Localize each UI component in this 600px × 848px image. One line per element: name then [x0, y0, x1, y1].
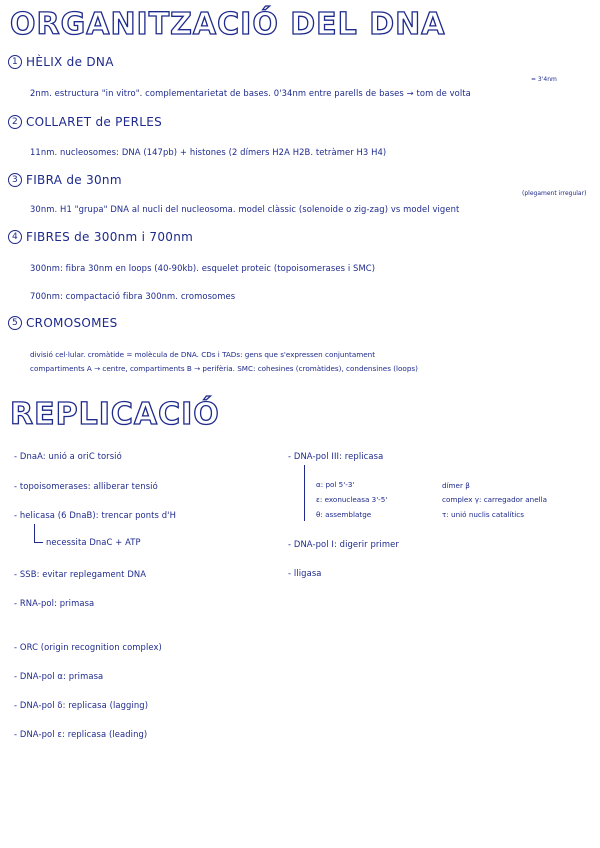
subunit-note: dímer β	[442, 481, 470, 490]
section-5-line-1: divisió cel·lular. cromàtide = molècula de DNA. CDs i TADs: gens que s'expressen conjuntament	[30, 350, 376, 359]
list-item: - DnaA: unió a oriC torsió	[14, 451, 122, 461]
list-item-text: SSB: evitar replegament DNA	[19, 569, 147, 579]
section-heading-text: CROMOSOMES	[26, 316, 118, 330]
list-item-text: DNA-pol ε: replicasa (leading)	[19, 729, 148, 739]
section-number: 1	[8, 55, 22, 69]
section-4-heading	[8, 230, 193, 244]
sub-arrow	[34, 524, 43, 543]
list-item-text: topoisomerases: alliberar tensió	[19, 481, 158, 491]
list-item: - helicasa (6 DnaB): trencar ponts d'H	[14, 510, 176, 520]
section-3-heading	[8, 173, 122, 187]
section-heading-text: HÈLIX de DNA	[26, 55, 114, 69]
section-3-note: (plegament irregular)	[522, 190, 587, 197]
subunit-item: ε: exonucleasa 3'-5'	[316, 495, 388, 504]
section-1-line: 2nm. estructura "in vitro". complementarietat de bases. 0'34nm entre parells de bases → tom de volta	[30, 88, 471, 98]
subunit-note: complex γ: carregador anella	[442, 495, 548, 504]
list-item-text: ORC (origin recognition complex)	[19, 642, 162, 652]
list-item-text: DnaA: unió a oriC torsió	[19, 451, 122, 461]
list-item: - DNA-pol δ: replicasa (lagging)	[14, 700, 149, 710]
list-item: - ORC (origin recognition complex)	[14, 642, 162, 652]
section-number: 3	[8, 173, 22, 187]
section-heading-text: FIBRA de 30nm	[26, 173, 122, 187]
helicase-sub-note: necessita DnaC + ATP	[46, 537, 141, 547]
section-number: 2	[8, 115, 22, 129]
section-2-heading	[8, 115, 162, 129]
list-item-text: DNA-pol δ: replicasa (lagging)	[19, 700, 149, 710]
section-heading-text: COLLARET de PERLES	[26, 115, 162, 129]
section-2-line: 11nm. nucleosomes: DNA (147pb) + histones (2 dímers H2A H2B. tetràmer H3 H4)	[30, 147, 387, 157]
list-item: - DNA-pol α: primasa	[14, 671, 104, 681]
section-4-line-2: 700nm: compactació fibra 300nm. cromosomes	[30, 291, 236, 301]
brace-line	[304, 465, 305, 521]
list-item-text: DNA-pol III: replicasa	[293, 451, 384, 461]
section-5-heading	[8, 316, 118, 330]
list-item-text: DNA-pol I: digerir primer	[293, 539, 399, 549]
subunit-item: α: pol 5'-3'	[316, 480, 355, 489]
subunit-item: θ: assemblatge	[316, 510, 372, 519]
list-item: - RNA-pol: primasa	[14, 598, 95, 608]
list-item: - lligasa	[288, 568, 322, 578]
page-title-replication: REPLICACIÓ	[10, 397, 220, 432]
section-heading-text: FIBRES de 300nm i 700nm	[26, 230, 194, 244]
section-number: 5	[8, 316, 22, 330]
section-1-note: = 3'4nm	[531, 76, 557, 83]
list-item: - SSB: evitar replegament DNA	[14, 569, 147, 579]
section-1-heading	[8, 55, 114, 69]
list-item: - DNA-pol I: digerir primer	[288, 539, 399, 549]
list-item-text: helicasa (6 DnaB): trencar ponts d'H	[19, 510, 176, 520]
list-item: - DNA-pol ε: replicasa (leading)	[14, 729, 148, 739]
section-4-line-1: 300nm: fibra 30nm en loops (40-90kb). esquelet proteic (topoisomerases i SMC)	[30, 263, 376, 273]
subunit-note: τ: unió nuclis catalítics	[442, 510, 524, 519]
page-title-organization: ORGANITZACIÓ DEL DNA	[10, 7, 446, 42]
section-5-line-2: compartiments A → centre, compartiments B → perifèria. SMC: cohesines (cromàtides), condensines (loops)	[30, 364, 418, 373]
list-item-text: lligasa	[293, 568, 322, 578]
list-item-text: DNA-pol α: primasa	[19, 671, 104, 681]
list-item: - topoisomerases: alliberar tensió	[14, 481, 158, 491]
section-number: 4	[8, 230, 22, 244]
list-item: - DNA-pol III: replicasa	[288, 451, 384, 461]
section-3-line: 30nm. H1 "grupa" DNA al nucli del nucleosoma. model clàssic (solenoide o zig-zag) vs model vigent	[30, 204, 460, 214]
list-item-text: RNA-pol: primasa	[19, 598, 95, 608]
